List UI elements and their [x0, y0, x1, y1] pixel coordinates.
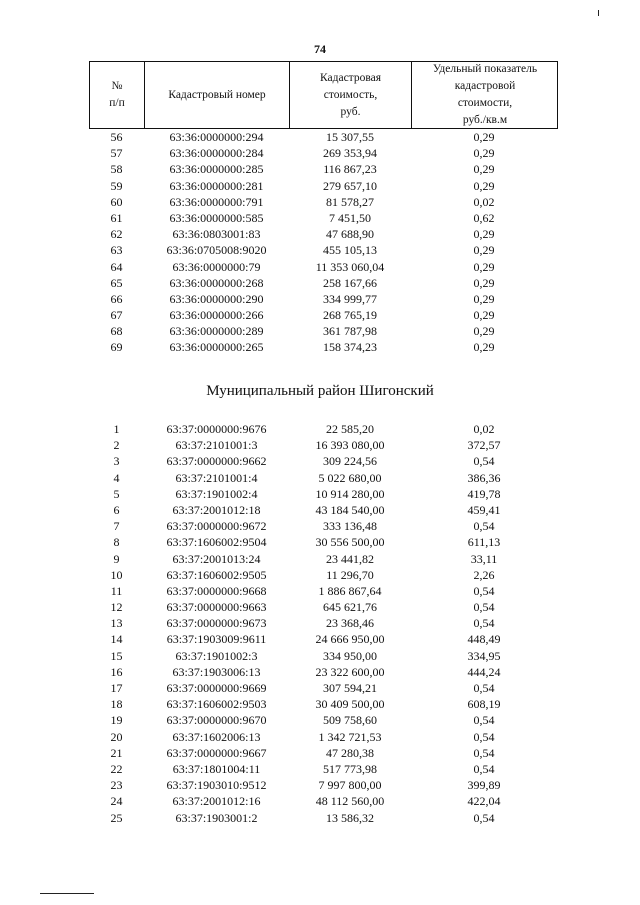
- cadastral-number: 63:37:2001012:16: [172, 794, 261, 809]
- row-index: 7: [113, 519, 120, 534]
- specific-value: 0,29: [473, 324, 495, 339]
- cadastral-number: 63:36:0000000:285: [169, 162, 264, 177]
- table-row: [89, 437, 558, 453]
- table-row: [89, 583, 558, 599]
- table-row: [89, 210, 558, 226]
- cadastral-value: 279 657,10: [323, 178, 377, 193]
- cadastral-number: 63:37:1606002:9504: [166, 535, 267, 550]
- table-row: [89, 307, 558, 323]
- cadastral-number: 63:37:1903006:13: [172, 664, 261, 679]
- table-row: [89, 761, 558, 777]
- row-index: 11: [110, 583, 123, 598]
- specific-value: 0,54: [473, 583, 495, 598]
- specific-value: 0,54: [473, 729, 495, 744]
- cadastral-value: 334 950,00: [323, 648, 377, 663]
- row-index: 4: [113, 470, 120, 485]
- specific-value: 0,29: [473, 162, 495, 177]
- specific-value: 0,54: [473, 681, 495, 695]
- cadastral-value: 116 867,23: [323, 162, 377, 177]
- cadastral-value: 23 322 600,00: [315, 664, 385, 679]
- specific-value: 0,54: [473, 713, 495, 728]
- cadastral-value: 30 409 500,00: [315, 697, 385, 712]
- header-specific-value: [412, 62, 558, 128]
- scan-edge-mark: [40, 893, 94, 894]
- specific-value: 419,78: [467, 486, 501, 501]
- cadastral-number: 63:37:2001012:18: [172, 502, 261, 517]
- cadastral-number: 63:36:0000000:294: [169, 130, 264, 144]
- row-index: 60: [110, 194, 123, 209]
- table-row: [89, 194, 558, 210]
- cadastral-value: 455 105,13: [323, 243, 377, 258]
- table-row: [89, 470, 558, 486]
- cadastral-value: 268 765,19: [323, 308, 377, 323]
- specific-value: 0,29: [473, 291, 495, 306]
- header-text: кадастровой: [454, 80, 516, 92]
- header-text: п/п: [109, 97, 125, 109]
- specific-value: 2,26: [473, 567, 495, 582]
- header-index: [90, 62, 145, 128]
- cadastral-number: 63:36:0000000:79: [172, 259, 261, 274]
- cadastral-value: 517 773,98: [323, 761, 377, 776]
- specific-value: 448,49: [467, 632, 501, 647]
- cadastral-number: 63:37:2001013:24: [172, 551, 261, 566]
- cadastral-number: 63:37:1606002:9503: [166, 697, 267, 712]
- cadastral-value: 43 184 540,00: [315, 502, 385, 517]
- specific-value: 0,54: [473, 519, 495, 534]
- cadastral-value: 333 136,48: [323, 519, 377, 534]
- row-index: 61: [110, 210, 123, 225]
- row-index: 57: [110, 146, 123, 161]
- specific-value: 0,29: [473, 227, 495, 242]
- scan-edge-mark: [598, 10, 599, 16]
- cadastral-value: 334 999,77: [323, 291, 377, 306]
- cadastral-number: 63:37:1903001:2: [175, 810, 258, 825]
- cadastral-value: 11 353 060,04: [315, 259, 385, 274]
- cadastral-number: 63:37:2101001:3: [175, 438, 258, 453]
- header-text: стоимость,: [323, 88, 378, 101]
- cadastral-value: 24 666 950,00: [315, 632, 385, 647]
- row-index: 56: [110, 130, 123, 144]
- cadastral-value: 645 621,76: [323, 600, 377, 615]
- cadastral-number: 63:36:0000000:290: [169, 291, 264, 306]
- row-index: 15: [110, 648, 123, 663]
- specific-value: 0,29: [473, 130, 495, 144]
- specific-value: 422,04: [467, 794, 501, 809]
- cadastral-number: 63:37:0000000:9670: [166, 713, 267, 728]
- table-row: [89, 259, 558, 275]
- cadastral-number: 63:37:2101001:4: [175, 470, 258, 485]
- specific-value: 0,54: [473, 810, 495, 825]
- cadastral-number: 63:37:1901002:3: [175, 648, 258, 663]
- specific-value: 0,54: [473, 454, 495, 469]
- row-index: 3: [113, 454, 120, 469]
- row-index: 23: [110, 778, 123, 793]
- header-text: Кадастровый номер: [168, 88, 266, 101]
- row-index: 10: [110, 567, 123, 582]
- specific-value: 0,29: [473, 275, 495, 290]
- row-index: 9: [113, 551, 120, 566]
- table-row: [89, 793, 558, 809]
- cadastral-number: 63:37:0000000:9662: [166, 454, 267, 469]
- cadastral-value: 23 368,46: [326, 616, 374, 631]
- specific-value: 33,11: [470, 551, 498, 566]
- cadastral-value: 10 914 280,00: [315, 486, 385, 501]
- specific-value: 0,29: [473, 340, 495, 355]
- cadastral-value: 7 451,50: [329, 210, 371, 225]
- table-row: [89, 648, 558, 664]
- cadastral-number: 63:36:0000000:284: [169, 146, 264, 161]
- cadastral-number: 63:37:1606002:9505: [166, 567, 267, 582]
- cadastral-value: 11 296,70: [326, 567, 374, 582]
- row-index: 2: [113, 438, 120, 453]
- table-row: [89, 518, 558, 534]
- specific-value: 0,29: [473, 308, 495, 323]
- specific-value: 0,54: [473, 745, 495, 760]
- table-row: [89, 615, 558, 631]
- cadastral-value: 5 022 680,00: [318, 470, 382, 485]
- cadastral-value: 509 758,60: [323, 713, 377, 728]
- specific-value: 0,02: [473, 422, 495, 436]
- cadastral-number: 63:37:0000000:9668: [166, 583, 267, 598]
- cadastral-value: 258 167,66: [323, 275, 377, 290]
- table-row: [89, 421, 558, 437]
- row-index: 6: [113, 502, 120, 517]
- specific-value: 459,41: [467, 502, 501, 517]
- cadastral-value: 81 578,27: [326, 194, 374, 209]
- table-row: [89, 242, 558, 258]
- table-row: [89, 323, 558, 339]
- cadastral-number: 63:37:0000000:9672: [166, 519, 267, 534]
- cadastral-value: 16 393 080,00: [315, 438, 385, 453]
- specific-value: 0,54: [473, 616, 495, 631]
- row-index: 63: [110, 243, 123, 258]
- table-row: [89, 729, 558, 745]
- table-row: [89, 696, 558, 712]
- header-text: Кадастровая: [319, 71, 382, 84]
- cadastral-number: 63:36:0000000:268: [169, 275, 264, 290]
- specific-value: 399,89: [467, 778, 501, 793]
- table-row: [89, 810, 558, 826]
- cadastral-value: 13 586,32: [326, 810, 374, 825]
- cadastral-number: 63:37:0000000:9676: [166, 422, 267, 436]
- header-cadastral-value: [290, 62, 412, 128]
- row-index: 13: [110, 616, 123, 631]
- table-row: [89, 567, 558, 583]
- specific-value: 0,62: [473, 210, 495, 225]
- cadastral-number: 63:36:0000000:281: [169, 178, 264, 193]
- row-index: 67: [110, 308, 123, 323]
- cadastral-value: 48 112 560,00: [315, 794, 385, 809]
- table-row: [89, 129, 558, 145]
- cadastral-value: 269 353,94: [323, 146, 377, 161]
- cadastral-number: 63:36:0000000:265: [169, 340, 264, 355]
- cadastral-value: 30 556 500,00: [315, 535, 385, 550]
- cadastral-number: 63:36:0705008:9020: [166, 243, 267, 258]
- table-row: [89, 502, 558, 518]
- table-row: [89, 453, 558, 469]
- cadastral-value: 22 585,20: [326, 422, 374, 436]
- specific-value: 0,29: [473, 243, 495, 258]
- table-row: [89, 631, 558, 647]
- row-index: 62: [110, 227, 123, 242]
- cadastral-number: 63:37:0000000:9669: [166, 681, 267, 695]
- table-row: [89, 486, 558, 502]
- table-row: [89, 145, 558, 161]
- table-row: [89, 777, 558, 793]
- cadastral-number: 63:36:0000000:791: [169, 194, 264, 209]
- row-index: 65: [110, 275, 123, 290]
- table-row: [89, 745, 558, 761]
- table-row: [89, 275, 558, 291]
- cadastral-number: 63:37:0000000:9663: [166, 600, 267, 615]
- row-index: 21: [110, 745, 123, 760]
- header-text: №: [111, 80, 123, 92]
- specific-value: 611,13: [467, 535, 501, 550]
- table-row: [89, 680, 558, 696]
- table-row: [89, 178, 558, 194]
- row-index: 66: [110, 291, 123, 306]
- specific-value: 386,36: [467, 470, 501, 485]
- cadastral-value: 1 886 867,64: [318, 583, 382, 598]
- table-row: [89, 226, 558, 242]
- table-row: [89, 339, 558, 355]
- row-index: 58: [110, 162, 123, 177]
- row-index: 19: [110, 713, 123, 728]
- row-index: 64: [110, 259, 123, 274]
- row-index: 5: [113, 486, 120, 501]
- cadastral-number: 63:37:1903010:9512: [166, 778, 267, 793]
- header-cadastral-number: [145, 62, 290, 128]
- cadastral-number: 63:36:0000000:585: [169, 210, 264, 225]
- row-index: 16: [110, 664, 123, 679]
- row-index: 17: [110, 681, 123, 695]
- cadastral-value: 23 441,82: [326, 551, 374, 566]
- table-header: [89, 61, 558, 129]
- specific-value: 372,57: [467, 438, 501, 453]
- cadastral-value: 1 342 721,53: [318, 729, 382, 744]
- table-row: [89, 551, 558, 567]
- header-text: руб./кв.м: [462, 114, 508, 126]
- cadastral-value: 47 688,90: [326, 227, 374, 242]
- cadastral-value: 158 374,23: [323, 340, 377, 355]
- table-row: [89, 291, 558, 307]
- section-table-body: [89, 421, 558, 826]
- row-index: 69: [110, 340, 123, 355]
- cadastral-number: 63:36:0000000:289: [169, 324, 264, 339]
- table-row: [89, 534, 558, 550]
- header-text: стоимости,: [457, 97, 513, 109]
- specific-value: 444,24: [467, 664, 501, 679]
- cadastral-value: 307 594,21: [323, 681, 377, 695]
- cadastral-number: 63:36:0803001:83: [172, 227, 261, 242]
- cadastral-value: 47 280,38: [326, 745, 374, 760]
- specific-value: 0,54: [473, 600, 495, 615]
- table-row: [89, 664, 558, 680]
- cadastral-number: 63:37:0000000:9673: [166, 616, 267, 631]
- row-index: 22: [110, 761, 123, 776]
- row-index: 14: [110, 632, 123, 647]
- specific-value: 0,29: [473, 146, 495, 161]
- row-index: 24: [110, 794, 123, 809]
- row-index: 25: [110, 810, 123, 825]
- specific-value: 0,02: [473, 194, 495, 209]
- row-index: 59: [110, 178, 123, 193]
- page-number: 74: [314, 42, 326, 56]
- cadastral-number: 63:37:1901002:4: [175, 486, 258, 501]
- row-index: 8: [113, 535, 120, 550]
- section-title: Муниципальный район Шигонский: [206, 383, 434, 399]
- cadastral-number: 63:37:1602006:13: [172, 729, 261, 744]
- specific-value: 608,19: [467, 697, 501, 712]
- cadastral-value: 309 224,56: [323, 454, 377, 469]
- cadastral-number: 63:37:1903009:9611: [166, 632, 267, 647]
- specific-value: 0,29: [473, 178, 495, 193]
- header-text: руб.: [340, 105, 361, 118]
- table-row: [89, 161, 558, 177]
- table-body: [89, 129, 558, 356]
- row-index: 12: [110, 600, 123, 615]
- row-index: 68: [110, 324, 123, 339]
- cadastral-number: 63:37:0000000:9667: [166, 745, 267, 760]
- specific-value: 0,54: [473, 761, 495, 776]
- table-row: [89, 712, 558, 728]
- header-text: Удельный показатель: [432, 63, 538, 75]
- row-index: 18: [110, 697, 123, 712]
- table-row: [89, 599, 558, 615]
- specific-value: 334,95: [467, 648, 501, 663]
- cadastral-value: 7 997 800,00: [318, 778, 382, 793]
- row-index: 20: [110, 729, 123, 744]
- cadastral-number: 63:37:1801004:11: [172, 761, 261, 776]
- cadastral-number: 63:36:0000000:266: [169, 308, 264, 323]
- row-index: 1: [113, 422, 120, 436]
- cadastral-value: 361 787,98: [323, 324, 377, 339]
- cadastral-value: 15 307,55: [326, 130, 374, 144]
- specific-value: 0,29: [473, 259, 495, 274]
